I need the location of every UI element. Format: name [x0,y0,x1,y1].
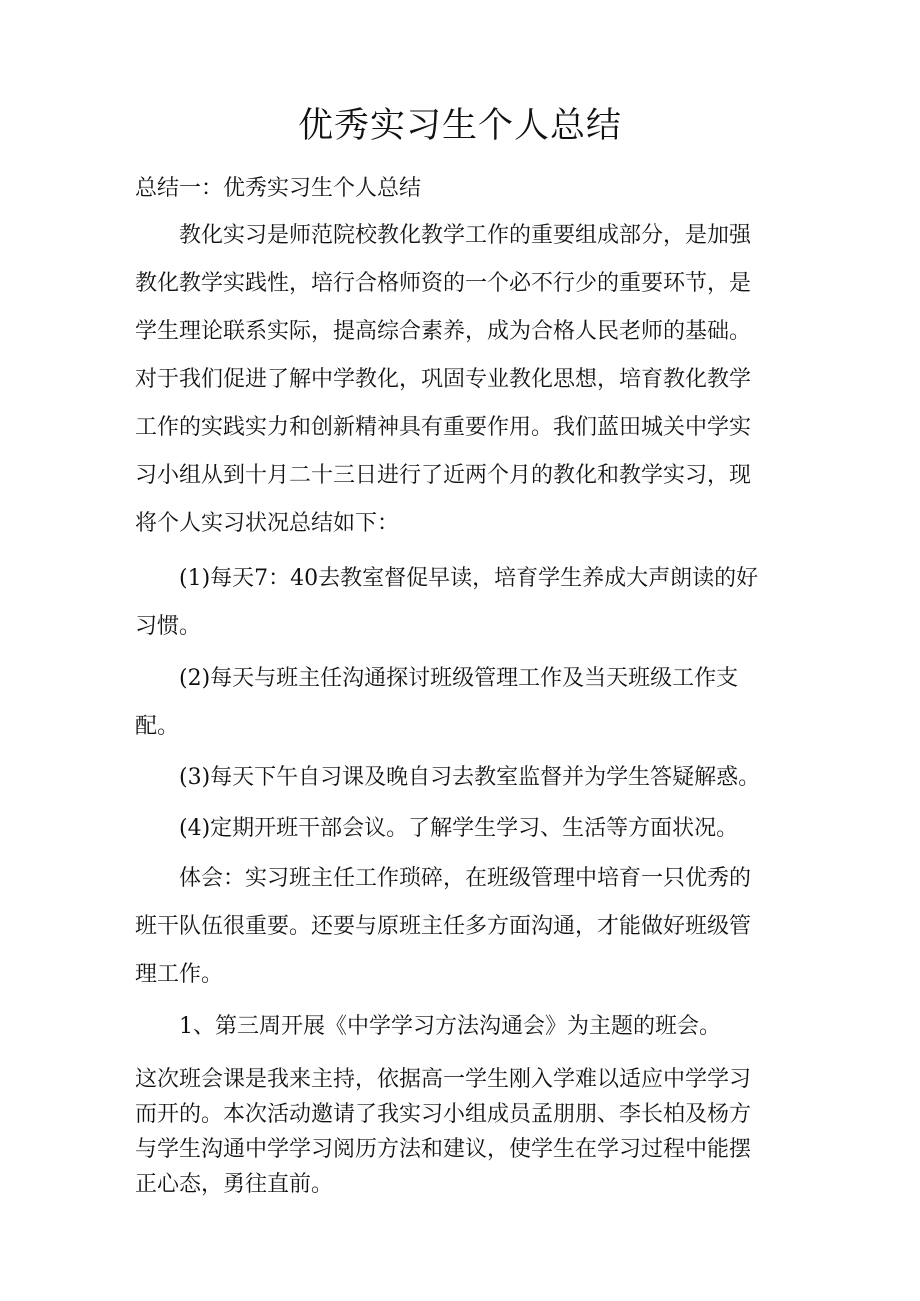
list-item-2: (2)每天与班主任沟通探讨班级管理工作及当天班级工作支 配。 [135,666,739,739]
document-subtitle: 总结一：优秀实习生个人总结 [135,176,422,201]
reflection-paragraph: 体会：实习班主任工作琐碎，在班级管理中培育一只优秀的 班干队伍很重要。还要与原班主任多方面沟通，才能做好班级管 理工作。 [135,866,752,987]
list-item-3: (3)每天下午自习课及晚自习去教室监督并为学生答疑解惑。 [135,765,761,790]
intro-paragraph: 教化实习是师范院校教化教学工作的重要组成部分，是加强 教化教学实践性，培行合格师资的一个必不行少的重要环节，是 学生理论联系实际，提高综合素养，成为合格人民老师的基础。 对于我们促进了解中学教化，巩固专业教化思想，培育教化教学 工作的实践实力和创新精神具有重要作用。我们蓝田城关中学实 习小组从到十月二十三日进行了近两个月的教化和教学实习，现 将个人实习状况总结如下： [135,223,752,536]
document-title: 优秀实习生个人总结 [297,106,622,146]
list-item-4: (4)定期开班干部会议。了解学生学习、生活等方面状况。 [135,816,739,841]
section-1-body: 这次班会课是我来主持，依据高一学生刚入学难以适应中学学习 而开的。本次活动邀请了我实习小组成员孟朋朋、李长柏及杨方 与学生沟通中学学习阅历方法和建议，使学生在学习过程中能摆 正心态，勇往直前。 [135,1067,752,1197]
section-1-heading: 1、第三周开展《中学学习方法沟通会》为主题的班会。 [135,1014,721,1039]
list-item-1: (1)每天7：40去教室督促早读，培育学生养成大声朗读的好 习惯。 [135,566,759,639]
